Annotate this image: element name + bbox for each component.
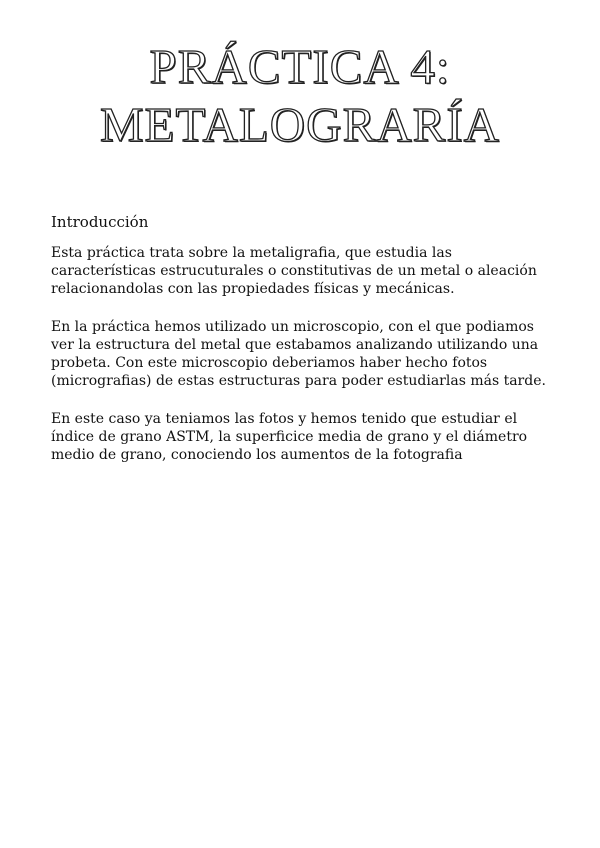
document-title-line-2: METALOGRARÍA bbox=[99, 97, 501, 152]
document-title bbox=[0, 38, 600, 154]
document-title-line-1: PRÁCTICA 4: bbox=[149, 39, 451, 94]
paragraph-2: En la práctica hemos utilizado un microscopio, con el que podiamos ver la estructura del metal que estabamos analizando utilizando una probeta. Con este microscopio deberiamos haber hecho fotos (micrografias) de estas estructuras para poder estudiarlas más tarde. bbox=[51, 319, 546, 389]
paragraph-3: En este caso ya teniamos las fotos y hemos tenido que estudiar el índice de grano ASTM, la superficice media de grano y el diámetro medio de grano, conociendo los aumentos de la fotografia bbox=[51, 411, 528, 463]
section-heading: Introducción bbox=[51, 213, 149, 231]
paragraph-1: Esta práctica trata sobre la metaligrafia, que estudia las características estrucuturales o constitutivas de un metal o aleación relacionandolas con las propiedades físicas y mecánicas. bbox=[51, 245, 537, 297]
document-body bbox=[51, 212, 551, 484]
